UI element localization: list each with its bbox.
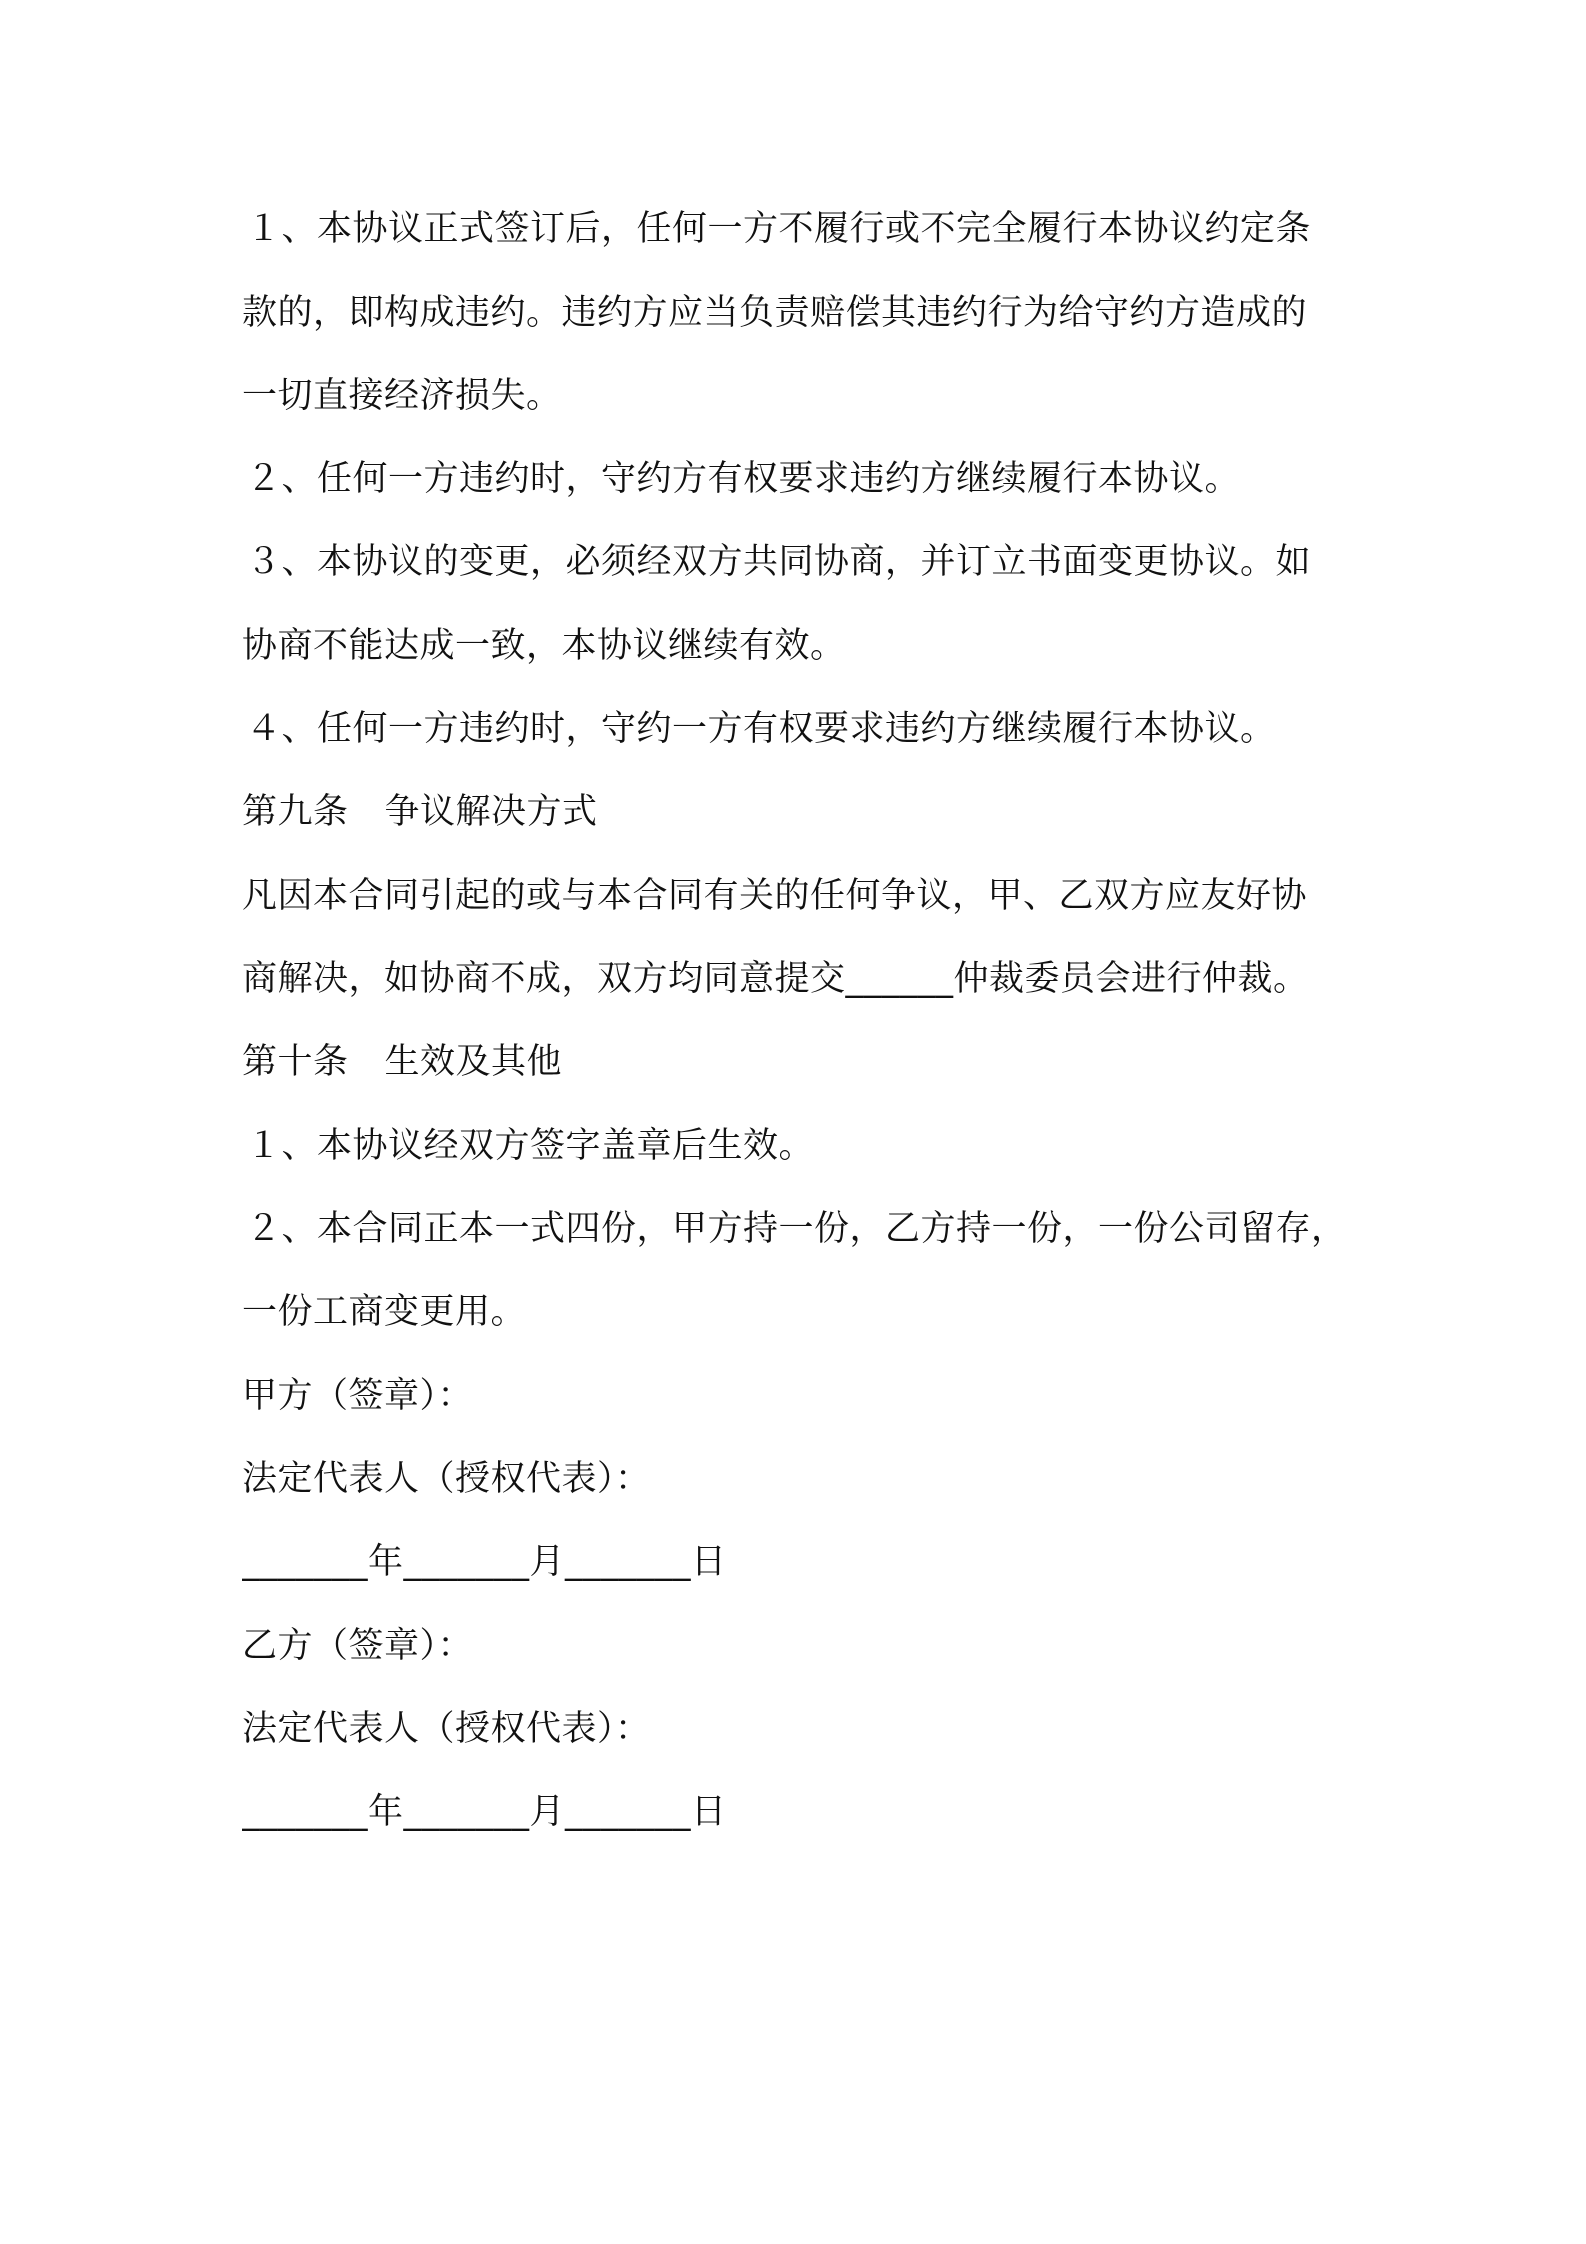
article-10-item-1: １、本协议经双方签字盖章后生效。: [246, 1126, 815, 1166]
article-9-number: 第九条: [242, 792, 349, 832]
party-b-signature-label: 乙方（签章）：: [242, 1626, 474, 1666]
article-10-title: 生效及其他: [384, 1042, 563, 1082]
party-b-representative-label: 法定代表人（授权代表）：: [242, 1709, 651, 1749]
party-a-signature-label: 甲方（签章）：: [242, 1376, 474, 1416]
article-10-heading: [242, 1020, 1367, 1104]
article-9-body-line-1: 凡因本合同引起的或与本合同有关的任何争议，甲、乙双方应友好协: [242, 876, 1308, 916]
article-9-body-line-2: 商解决，如协商不成，双方均同意提交______仲裁委员会进行仲裁。: [242, 959, 1309, 999]
breach-item-1-line-2: 款的，即构成违约。违约方应当负责赔偿其违约行为给守约方造成的: [242, 293, 1308, 333]
breach-item-1-line-3: 一切直接经济损失。: [242, 376, 562, 416]
party-a-date-line: _______年_______月_______日: [242, 1542, 727, 1582]
article-10-item-2-line-1: ２、本合同正本一式四份，甲方持一份，乙方持一份，一份公司留存，: [246, 1209, 1347, 1249]
breach-item-3-line-2: 协商不能达成一致，本协议继续有效。: [242, 626, 846, 666]
article-9-title: 争议解决方式: [384, 792, 598, 832]
breach-item-4: ４、任何一方违约时，守约一方有权要求违约方继续履行本协议。: [246, 709, 1276, 749]
article-10-item-2-line-2: 一份工商变更用。: [242, 1292, 527, 1332]
party-b-date-line: _______年_______月_______日: [242, 1792, 727, 1832]
breach-item-3-line-1: ３、本协议的变更，必须经双方共同协商，并订立书面变更协议。如: [246, 542, 1312, 582]
breach-item-2: ２、任何一方违约时，守约方有权要求违约方继续履行本协议。: [246, 459, 1241, 499]
article-10-number: 第十条: [242, 1042, 349, 1082]
breach-item-1-line-1: １、本协议正式签订后，任何一方不履行或不完全履行本协议约定条: [246, 209, 1312, 249]
party-a-representative-label: 法定代表人（授权代表）：: [242, 1459, 651, 1499]
article-9-heading: [242, 770, 1367, 854]
